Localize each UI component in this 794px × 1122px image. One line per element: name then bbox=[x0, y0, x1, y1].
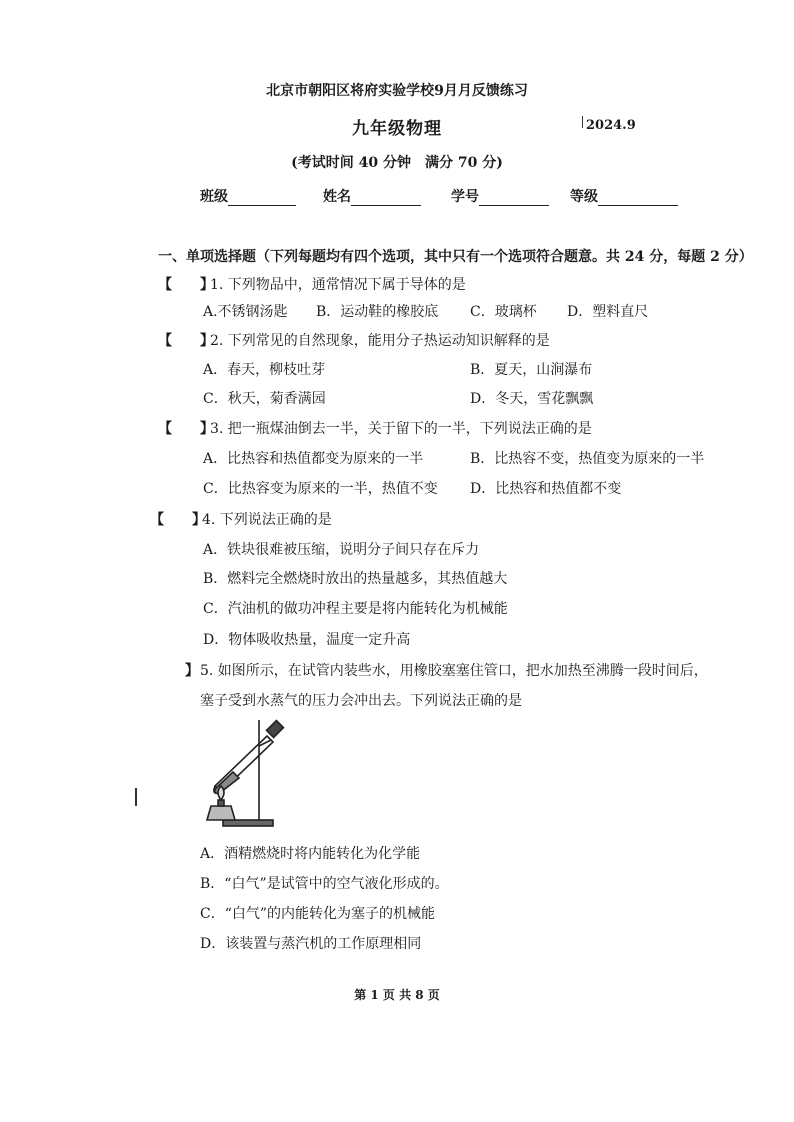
margin-mark bbox=[135, 788, 137, 806]
answer-bracket-1[interactable]: 【 】 bbox=[158, 277, 214, 293]
q1-option-d: D．塑料直尺 bbox=[567, 304, 649, 320]
q1-option-b: B．运动鞋的橡胶底 bbox=[316, 304, 439, 320]
q4-option-a: A．铁块很难被压缩，说明分子间只存在斥力 bbox=[203, 542, 480, 558]
grade-label: 等级 bbox=[570, 189, 598, 205]
q5-option-d: D．该装置与蒸汽机的工作原理相同 bbox=[200, 936, 422, 952]
question-3-stem: 3. 把一瓶煤油倒去一半，关于留下的一半，下列说法正确的是 bbox=[210, 421, 592, 437]
school-title: 北京市朝阳区将府实验学校9月月反馈练习 bbox=[266, 83, 528, 99]
q5-option-b: B．“白气”是试管中的空气液化形成的。 bbox=[200, 876, 449, 892]
name-field[interactable] bbox=[323, 186, 421, 206]
class-field[interactable] bbox=[200, 186, 296, 206]
question-5-stem-line2: 塞子受到水蒸气的压力会冲出去。下列说法正确的是 bbox=[200, 693, 522, 709]
q2-option-a: A．春天，柳枝吐芽 bbox=[203, 362, 326, 378]
q5-option-c: C．“白气”的内能转化为塞子的机械能 bbox=[200, 906, 436, 922]
q4-option-b: B．燃料完全燃烧时放出的热量越多，其热值越大 bbox=[203, 571, 508, 587]
section-title: 一、单项选择题（下列每题均有四个选项，其中只有一个选项符合题意。共 24 分，每题 2 分） bbox=[158, 249, 753, 265]
question-4-stem: 4. 下列说法正确的是 bbox=[202, 512, 332, 528]
subject-title: 九年级物理 bbox=[352, 119, 442, 139]
question-2-stem: 2. 下列常见的自然现象，能用分子热运动知识解释的是 bbox=[210, 333, 550, 349]
exam-date: 2024.9 bbox=[586, 118, 636, 133]
q1-option-c: C．玻璃杯 bbox=[470, 304, 537, 320]
answer-bracket-2[interactable]: 【 】 bbox=[158, 333, 214, 349]
exam-info: (考试时间 40 分钟 满分 70 分) bbox=[291, 155, 503, 171]
q2-option-b: B．夏天，山涧瀑布 bbox=[470, 362, 593, 378]
q3-option-a: A．比热容和热值都变为原来的一半 bbox=[203, 451, 424, 467]
name-label: 姓名 bbox=[323, 189, 351, 205]
question-5-stem-line1: 5. 如图所示，在试管内装些水，用橡胶塞塞住管口，把水加热至沸腾一段时间后， bbox=[200, 663, 708, 679]
student-id-label: 学号 bbox=[451, 189, 479, 205]
q3-option-b: B．比热容不变，热值变为原来的一半 bbox=[470, 451, 705, 467]
q4-option-d: D．物体吸收热量，温度一定升高 bbox=[203, 632, 411, 648]
answer-bracket-5[interactable]: 】 bbox=[185, 663, 199, 679]
q1-option-a: A.不锈钢汤匙 bbox=[203, 304, 288, 320]
q3-option-c: C．比热容变为原来的一半，热值不变 bbox=[203, 481, 438, 497]
q4-option-c: C．汽油机的做功冲程主要是将内能转化为机械能 bbox=[203, 601, 508, 617]
test-tube-apparatus-figure bbox=[205, 718, 305, 830]
q5-option-a: A．酒精燃烧时将内能转化为化学能 bbox=[200, 846, 421, 862]
answer-bracket-4[interactable]: 【 】 bbox=[150, 512, 206, 528]
grade-field[interactable] bbox=[570, 186, 678, 206]
page-footer: 第 1 页 共 8 页 bbox=[354, 988, 440, 1002]
student-id-field[interactable] bbox=[451, 186, 549, 206]
q3-option-d: D．比热容和热值都不变 bbox=[470, 481, 622, 497]
q2-option-d: D．冬天，雪花飘飘 bbox=[470, 391, 594, 407]
answer-bracket-3[interactable]: 【 】 bbox=[158, 421, 214, 437]
q2-option-c: C．秋天，菊香满园 bbox=[203, 391, 326, 407]
class-label: 班级 bbox=[200, 189, 228, 205]
question-1-stem: 1. 下列物品中，通常情况下属于导体的是 bbox=[210, 277, 466, 293]
